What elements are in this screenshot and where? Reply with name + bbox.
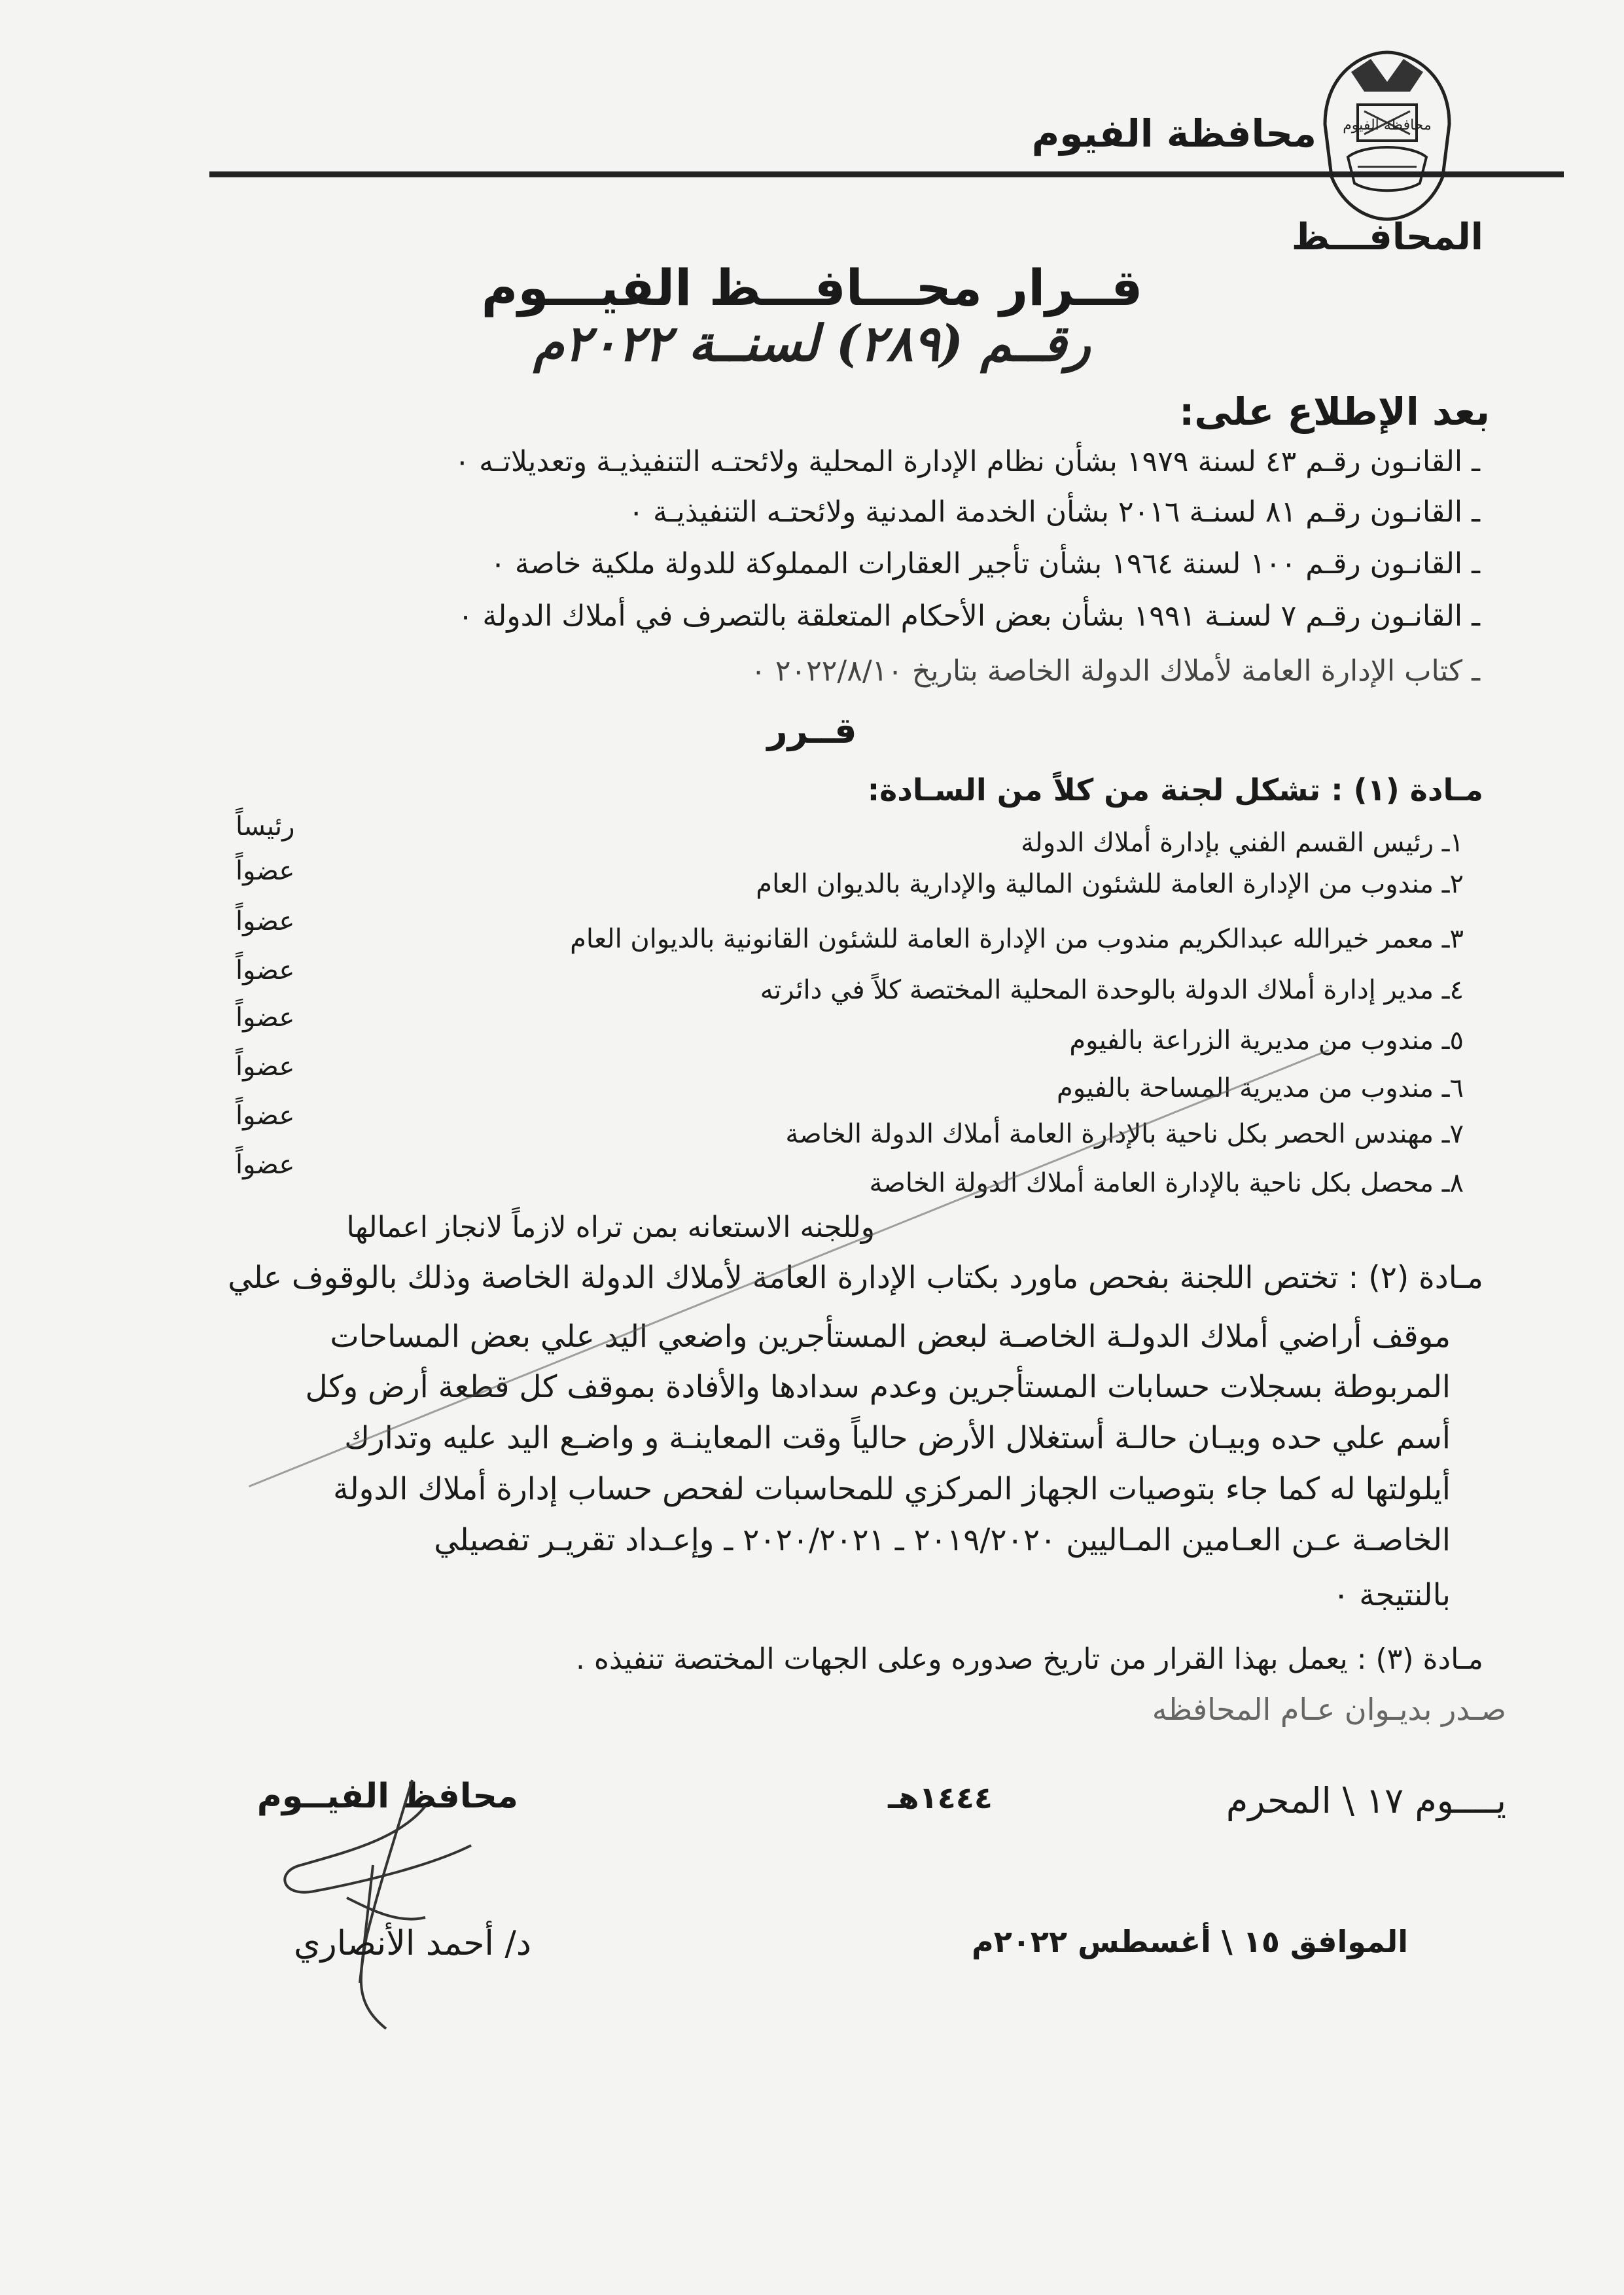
member-line: ١ـ رئيس القسم الفني بإدارة أملاك الدولة: [1021, 828, 1464, 858]
article-2-line: المربوطة بسجلات حسابات المستأجرين وعدم سدادها والأفادة بموقف كل قطعة أرض وكل: [305, 1369, 1451, 1405]
member-role: عضواً: [236, 1150, 295, 1180]
header-rule: [209, 171, 1564, 177]
member-role: عضواً: [236, 1003, 295, 1033]
decree-number: رقــم (٢٨٩) لسنــة ٢٠٢٢م: [533, 314, 1091, 372]
member-line: ٥ـ مندوب من مديرية الزراعة بالفيوم: [1069, 1025, 1464, 1056]
article-1-text: مـادة (١) : تشكل لجنة من كلاً من السـادة:: [867, 772, 1483, 808]
member-line: ٣ـ معمر خيرالله عبدالكريم مندوب من الإدارة العامة للشئون القانونية بالديوان العام: [570, 924, 1464, 954]
decree-title: قــرار محـــافـــظ الفيـــوم: [481, 258, 1143, 317]
preamble-item: ـ القانـون رقـم ١٠٠ لسنة ١٩٦٤ بشأن تأجير العقارات المملوكة للدولة ملكية خاصة ٠: [490, 547, 1480, 580]
member-role: عضواً: [236, 906, 295, 936]
preamble-intro: بعد الإطلاع على:: [1179, 389, 1490, 434]
preamble-item: ـ كتاب الإدارة العامة لأملاك الدولة الخاصة بتاريخ ٢٠٢٢/٨/١٠ ٠: [750, 654, 1480, 688]
article-3: مـادة (٣) : يعمل بهذا القرار من تاريخ صدوره وعلى الجهات المختصة تنفيذه .: [575, 1643, 1483, 1676]
signatory-name: د/ أحمد الأنصاري: [293, 1924, 531, 1963]
article-2-line: أيلولتها له كما جاء بتوصيات الجهاز المركزي للمحاسبات لفحص حساب إدارة أملاك الدولة: [333, 1471, 1451, 1507]
svg-text:محافظة الفيوم: محافظة الفيوم: [1343, 117, 1432, 133]
preamble-item: ـ القانـون رقـم ٤٣ لسنة ١٩٧٩ بشأن نظام الإدارة المحلية ولائحتـه التنفيذيـة وتعديلاتـه ٠: [454, 445, 1480, 478]
article-2-line: الخاصـة عـن العـامين المـاليين ٢٠١٩/٢٠٢٠ ـ ٢٠٢٠/٢٠٢١ ـ وإعـداد تقريـر تفصيلي: [434, 1522, 1451, 1558]
signature-title: محافظ الفيــوم: [256, 1777, 518, 1816]
member-line: ٤ـ مدير إدارة أملاك الدولة بالوحدة المحلية المختصة كلاً في دائرته: [760, 975, 1464, 1005]
member-role: عضواً: [236, 955, 295, 986]
member-role: عضواً: [236, 856, 295, 886]
member-role: رئيساً: [236, 811, 295, 842]
governorate-seal-logo: [1312, 46, 1462, 222]
member-line: ٢ـ مندوب من الإدارة العامة للشئون المالية والإدارية بالديوان العام: [756, 869, 1464, 899]
article-2-line: موقف أراضي أملاك الدولـة الخاصـة لبعض المستأجرين واضعي اليد علي بعض المساحات: [330, 1319, 1451, 1355]
decided-heading: قــرر: [767, 710, 857, 751]
article-2-line: أسم علي حده وبيـان حالـة أستغلال الأرض حالياً وقت المعاينـة و واضـع اليد عليه وتدارك: [344, 1420, 1451, 1456]
article-2-line: مـادة (٢) : تختص اللجنة بفحص ماورد بكتاب الإدارة العامة لأملاك الدولة الخاصة وذلك بالوقوف علي: [228, 1260, 1483, 1296]
article-1-closing: وللجنه الاستعانه بمن تراه لازماً لانجاز اعمالها: [346, 1211, 875, 1244]
member-line: ٨ـ محصل بكل ناحية بالإدارة العامة أملاك الدولة الخاصة: [869, 1168, 1464, 1198]
preamble-item: ـ القانـون رقـم ٧ لسنـة ١٩٩١ بشأن بعض الأحكام المتعلقة بالتصرف في أملاك الدولة ٠: [457, 599, 1480, 633]
article-2-line: بالنتيجة ٠: [1333, 1577, 1451, 1613]
member-role: عضواً: [236, 1101, 295, 1131]
gregorian-date: الموافق ١٥ \ أغسطس ٢٠٢٢م: [972, 1924, 1408, 1959]
handwritten-signature: [262, 1767, 484, 2042]
preamble-item: ـ القانـون رقـم ٨١ لسنـة ٢٠١٦ بشأن الخدمة المدنية ولائحتـه التنفيذيـة ٠: [628, 495, 1480, 529]
issued-at: صـدر بديـوان عـام المحافظه: [1152, 1692, 1506, 1727]
article-1-heading: [868, 772, 1483, 808]
governorate-name: محافظة الفيوم: [1031, 111, 1316, 156]
hijri-day: يــــوم ١٧ \ المحرم: [1226, 1780, 1506, 1821]
office-title: المحافـــظ: [1291, 216, 1483, 258]
member-line: ٦ـ مندوب من مديرية المساحة بالفيوم: [1056, 1073, 1464, 1103]
hijri-year: ١٤٤٤هـ: [888, 1780, 993, 1815]
member-line: ٧ـ مهندس الحصر بكل ناحية بالإدارة العامة أملاك الدولة الخاصة: [785, 1119, 1464, 1149]
member-role: عضواً: [236, 1052, 295, 1082]
